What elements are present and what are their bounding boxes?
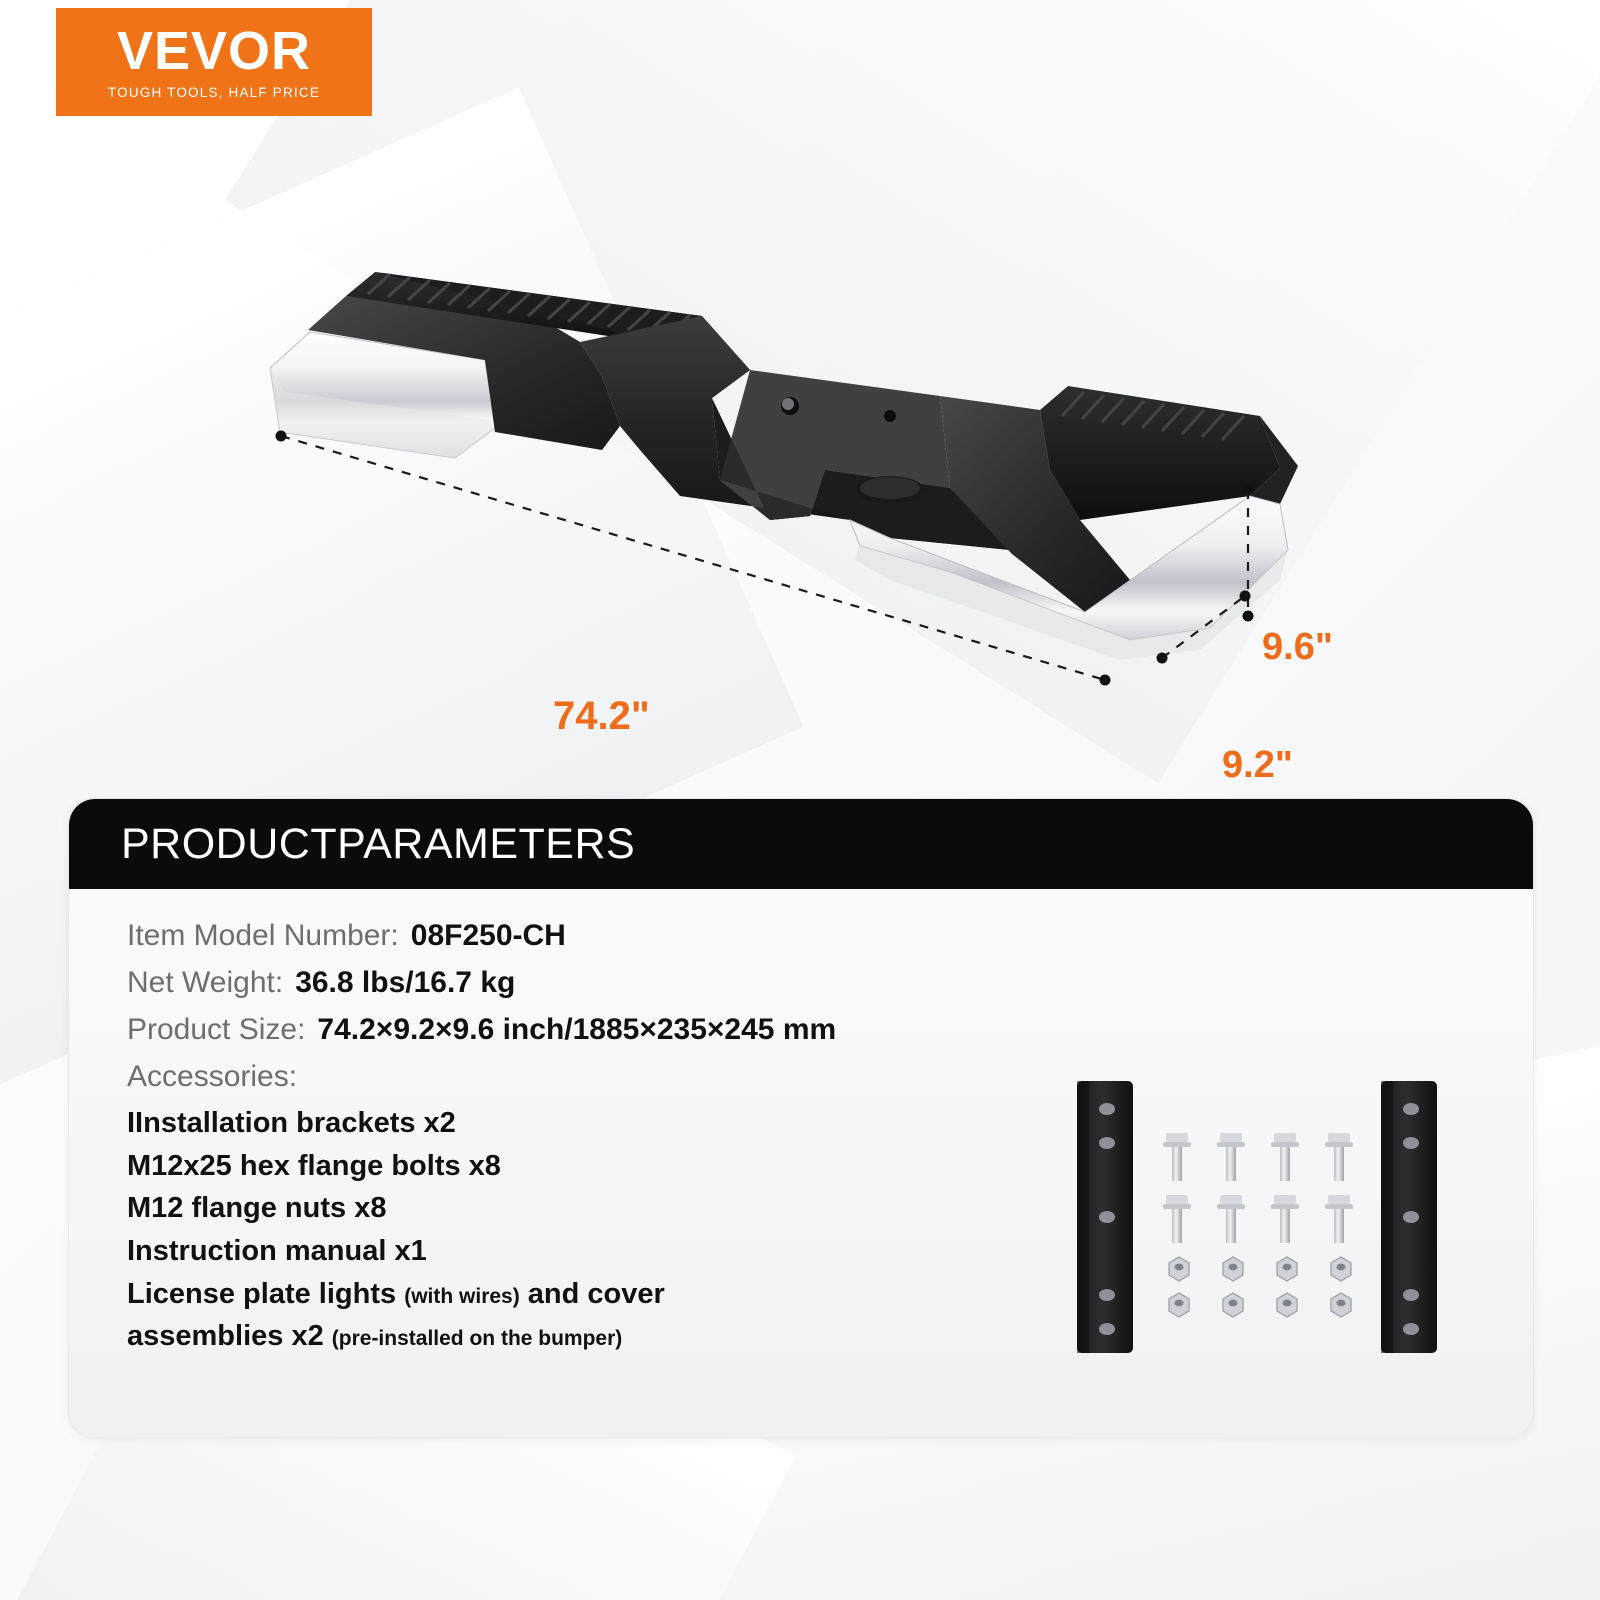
brand-tagline: TOUGH TOOLS, HALF PRICE <box>107 85 321 100</box>
spec-label-size: Product Size: <box>127 1013 306 1046</box>
spec-label-model: Item Model Number: <box>127 919 399 952</box>
nuts-group <box>1169 1257 1351 1317</box>
spec-value-model: 08F250-CH <box>410 919 566 952</box>
brand-name: VEVOR <box>116 21 312 81</box>
accessory-item: M12x25 hex flange bolts x8 <box>127 1149 501 1182</box>
accessory-text-main: License plate lights <box>127 1277 397 1310</box>
dimension-length-label: 74.2" <box>553 694 650 738</box>
product-parameters-panel <box>68 798 1534 1438</box>
dimension-height-label: 9.6" <box>1262 626 1333 668</box>
bracket-left <box>1077 1081 1133 1353</box>
dimension-callouts <box>0 110 1600 790</box>
accessories-label: Accessories: <box>127 1060 298 1093</box>
brand-logo <box>56 8 372 116</box>
accessory-text-note: (with wires) <box>404 1284 520 1308</box>
accessory-text-note: (pre-installed on the bumper) <box>331 1327 623 1351</box>
panel-title: PRODUCTPARAMETERS <box>121 819 636 868</box>
accessory-item: IInstallation brackets x2 <box>127 1107 456 1139</box>
product-hero <box>0 110 1600 790</box>
spec-label-weight: Net Weight: <box>127 966 284 999</box>
accessory-text-cont: and cover <box>527 1277 665 1310</box>
spec-row-weight <box>127 966 1533 1000</box>
spec-value-weight: 36.8 lbs/16.7 kg <box>295 966 516 999</box>
spec-row-size <box>127 1013 1533 1047</box>
dimension-depth-label: 9.2" <box>1222 744 1293 786</box>
accessory-item: M12 flange nuts x8 <box>127 1192 387 1225</box>
spec-row-model <box>127 919 1533 953</box>
bracket-right <box>1381 1081 1437 1353</box>
accessory-text-main: assemblies x2 <box>127 1320 324 1353</box>
accessories-illustration <box>1051 1067 1471 1367</box>
spec-value-size: 74.2×9.2×9.6 inch/1885×235×245 mm <box>317 1013 837 1046</box>
accessory-item: Instruction manual x1 <box>127 1234 427 1267</box>
bolts-group <box>1163 1133 1353 1243</box>
panel-header <box>69 799 1533 889</box>
